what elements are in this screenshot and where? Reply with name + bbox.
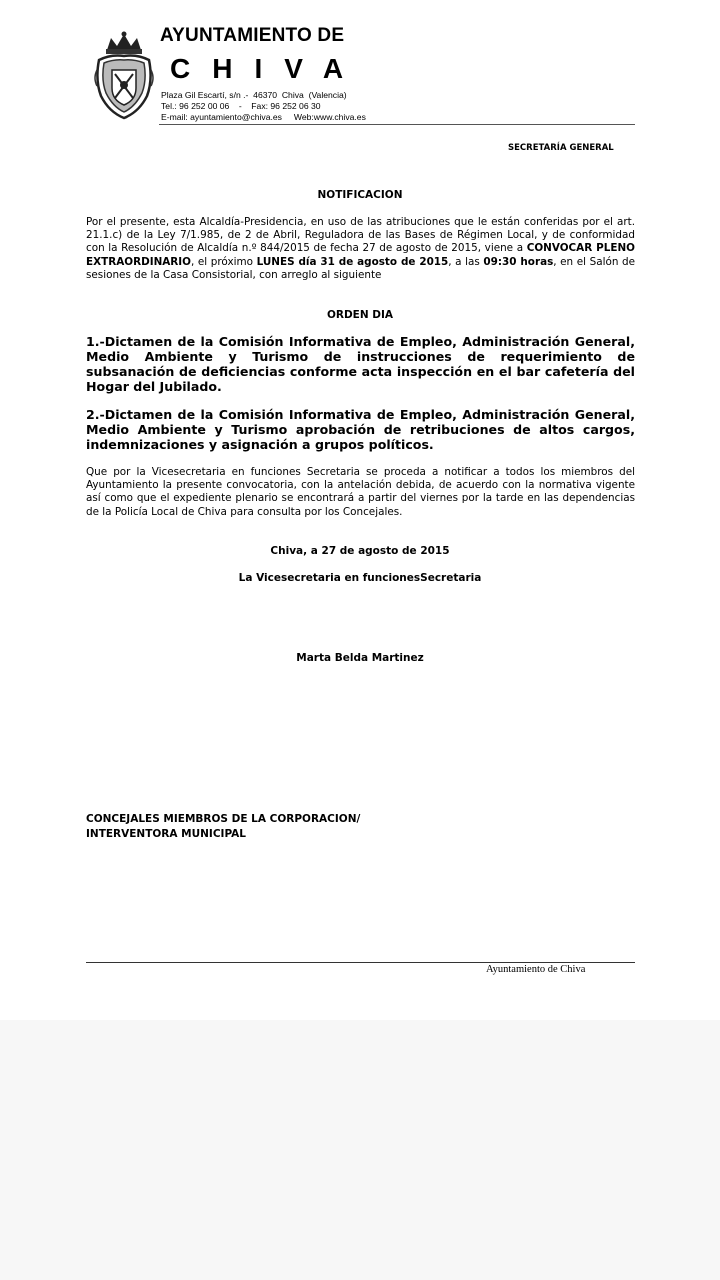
footer-divider xyxy=(86,962,635,963)
org-name-line1: AYUNTAMIENTO DE xyxy=(160,25,345,46)
agenda-title: ORDEN DIA xyxy=(326,309,394,321)
signer-name: Marta Belda Martinez xyxy=(296,652,424,664)
header-divider xyxy=(159,124,635,125)
footer-text: Ayuntamiento de Chiva xyxy=(486,964,586,975)
department-label: SECRETARÍA GENERAL xyxy=(508,143,614,153)
place-date: Chiva, a 27 de agosto de 2015 xyxy=(270,545,450,557)
intro-date: LUNES día 31 de agosto de 2015 xyxy=(256,255,449,268)
org-name-line2: CHIVA xyxy=(170,53,366,84)
signer-role: La Vicesecretaria en funcionesSecretaria xyxy=(238,572,482,584)
recipients-line1: CONCEJALES MIEMBROS DE LA CORPORACION/ xyxy=(86,813,361,825)
coat-of-arms-icon xyxy=(93,30,155,120)
recipients-line2: INTERVENTORA MUNICIPAL xyxy=(86,828,246,840)
document-title: NOTIFICACION xyxy=(317,189,403,201)
intro-time: 09:30 horas xyxy=(483,255,554,268)
intro-convocar: CONVOCAR PLENO EXTRAORDINARIO xyxy=(86,242,635,268)
org-email-web: E-mail: ayuntamiento@chiva.es Web:www.chiva.es xyxy=(161,112,366,122)
org-phone-fax: Tel.: 96 252 00 06 - Fax: 96 252 06 30 xyxy=(161,101,321,111)
org-address: Plaza Gil Escartí, s/n .- 46370 Chiva (Valencia) xyxy=(161,90,347,100)
intro-text-4: , en el Salón de sesiones de la Casa Consistorial, con arreglo al siguiente xyxy=(86,255,635,281)
agenda-item-2: 2.-Dictamen de la Comisión Informativa de Empleo, Administración General, Medio Ambiente y Turismo aprobación de retribuciones de altos cargos, indemnizaciones y asignación a grupos políticos. xyxy=(86,407,635,452)
recipients xyxy=(86,812,360,842)
intro-text-3: , a las xyxy=(448,255,484,268)
closing-paragraph: Que por la Vicesecretaria en funciones Secretaria se proceda a notificar a todos los miembros del Ayuntamiento la presente convocatoria, con la antelación debida, de acuerdo con la normativa vigente así como que el expediente plenario se encontrará a partir del viernes por la tarde en las dependencias de la Policía Local de Chiva para consulta por los Concejales. xyxy=(86,466,635,518)
agenda-item-1: 1.-Dictamen de la Comisión Informativa de Empleo, Administración General, Medio Ambiente y Turismo de instrucciones de requerimiento de subsanación de deficiencias conforme acta inspección en el bar cafetería del Hogar del Jubilado. xyxy=(86,334,635,394)
intro-text-1: Por el presente, esta Alcaldía-Presidencia, en uso de las atribuciones que le están conferidas por el art. 21.1.c) de la Ley 7/1.985, de 2 de Abril, Reguladora de las Bases de Régimen Local, y de conformidad con la Resolución de Alcaldía n.º 844/2015 de fecha 27 de agosto de 2015, viene a xyxy=(86,216,635,255)
intro-paragraph xyxy=(86,216,635,282)
intro-text-2: , el próximo xyxy=(191,255,257,268)
